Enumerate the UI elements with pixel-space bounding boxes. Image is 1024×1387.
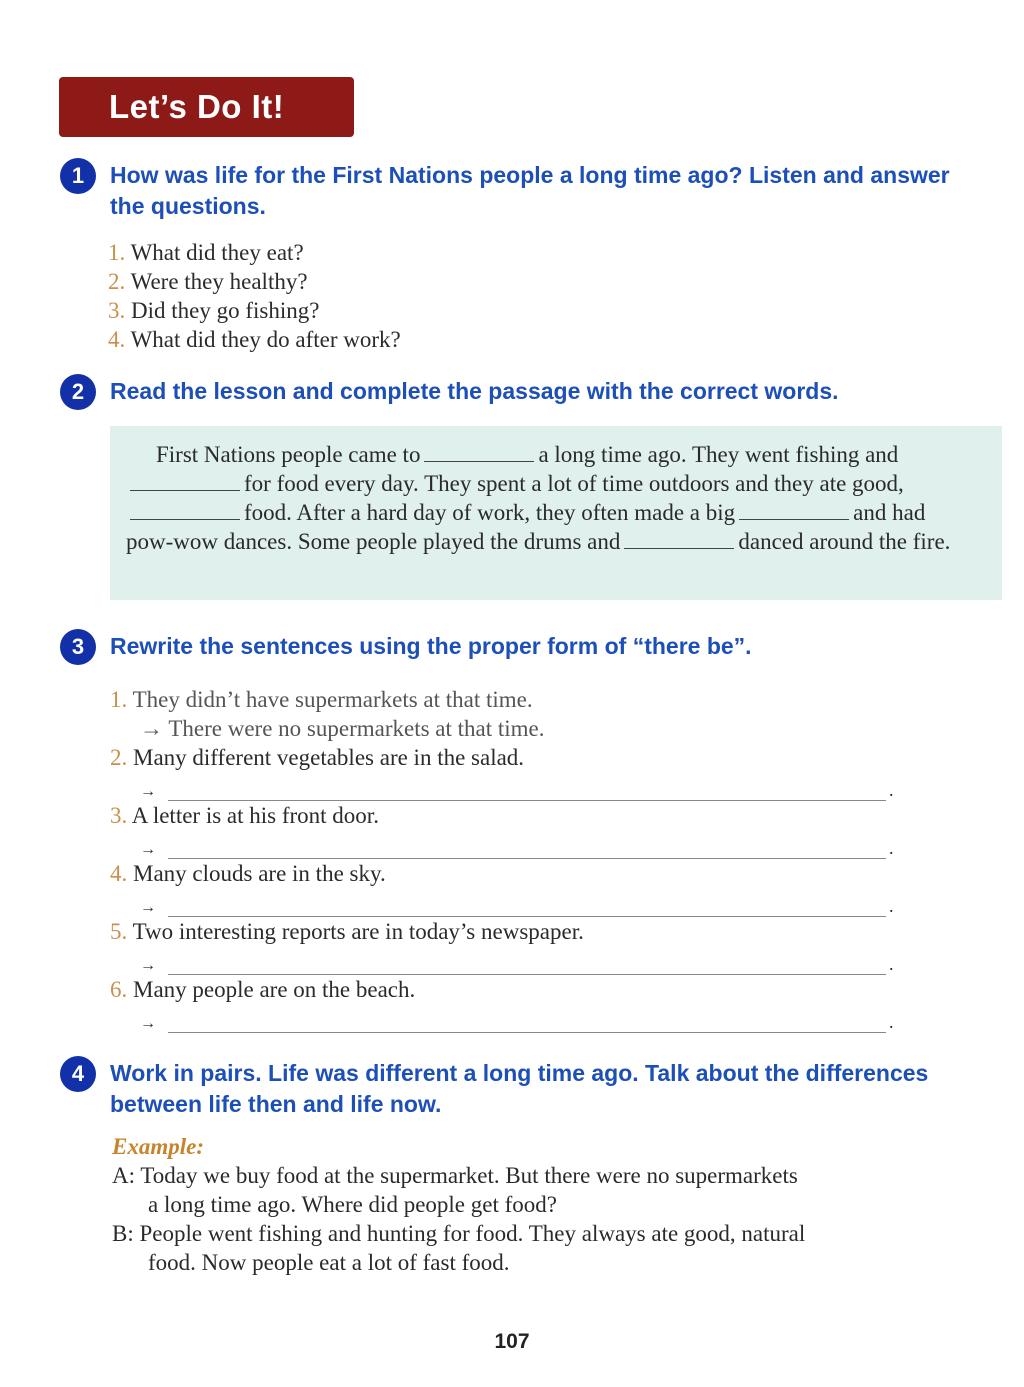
item-number: 3. bbox=[108, 298, 126, 323]
arrow-icon: → bbox=[140, 1015, 156, 1032]
task-3 bbox=[60, 631, 1004, 1033]
dialog-text: food. Now people eat a lot of fast food. bbox=[148, 1250, 510, 1275]
answer-row bbox=[140, 888, 1004, 917]
task-number-badge: 1 bbox=[60, 158, 96, 194]
rewrite-item bbox=[110, 801, 1004, 830]
sentence-text: A letter is at his front door. bbox=[131, 803, 379, 828]
rewrite-list bbox=[110, 685, 1004, 1033]
task-title: Rewrite the sentences using the proper form of “there be”. bbox=[110, 633, 752, 659]
sentence-text: Two interesting reports are in today’s newspaper. bbox=[132, 919, 584, 944]
task-number-badge: 3 bbox=[60, 629, 96, 665]
sentence-text: They didn’t have supermarkets at that time. bbox=[132, 687, 533, 712]
banner-title: Let’s Do It! bbox=[109, 88, 285, 125]
item-number: 5. bbox=[110, 919, 128, 944]
sentence-text: Many different vegetables are in the salad. bbox=[133, 745, 525, 770]
dialog-line-a bbox=[112, 1161, 1004, 1219]
passage-text: food. After a hard day of work, they often made a big bbox=[244, 500, 736, 525]
period: . bbox=[889, 954, 894, 974]
passage-text: a long time ago. They went fishing and bbox=[538, 442, 899, 467]
question-text: What did they do after work? bbox=[130, 327, 401, 352]
question-item bbox=[108, 296, 1004, 325]
answer-row bbox=[140, 1004, 1004, 1033]
task-title: How was life for the First Nations people a long time ago? Listen and answer the questions. bbox=[110, 162, 950, 219]
question-list bbox=[108, 238, 1004, 354]
answer-line[interactable] bbox=[168, 960, 886, 975]
rewrite-item bbox=[110, 975, 1004, 1004]
fill-in-passage bbox=[110, 426, 1002, 600]
rewrite-item bbox=[110, 743, 1004, 772]
arrow-icon: → bbox=[140, 899, 156, 916]
arrow-icon: → bbox=[140, 957, 156, 974]
dialog-text: People went fishing and hunting for food. They always ate good, natural bbox=[139, 1221, 806, 1246]
item-number: 6. bbox=[110, 977, 128, 1002]
answer-line[interactable] bbox=[168, 844, 886, 859]
period: . bbox=[889, 838, 894, 858]
blank-5[interactable] bbox=[624, 532, 734, 549]
item-number: 1. bbox=[110, 687, 128, 712]
arrow-icon: → bbox=[140, 716, 163, 741]
rewrite-item bbox=[110, 685, 1004, 714]
period: . bbox=[889, 780, 894, 800]
example-answer bbox=[140, 714, 1004, 743]
item-number: 1. bbox=[108, 240, 126, 265]
item-number: 4. bbox=[110, 861, 128, 886]
page-number: 107 bbox=[494, 1330, 530, 1353]
blank-3[interactable] bbox=[130, 503, 240, 520]
task-4 bbox=[60, 1058, 1004, 1277]
rewrite-item bbox=[110, 917, 1004, 946]
answer-line[interactable] bbox=[168, 786, 886, 801]
task-2 bbox=[60, 376, 1004, 410]
blank-1[interactable] bbox=[424, 445, 534, 462]
answer-text: There were no supermarkets at that time. bbox=[168, 716, 545, 741]
arrow-icon: → bbox=[140, 783, 156, 800]
blank-4[interactable] bbox=[739, 503, 849, 520]
passage-text: for food every day. They spent a lot of time outdoors and they ate good, bbox=[244, 471, 904, 496]
task-number-badge: 2 bbox=[60, 374, 96, 410]
question-text: Did they go fishing? bbox=[131, 298, 320, 323]
rewrite-item bbox=[110, 859, 1004, 888]
question-item bbox=[108, 238, 1004, 267]
task-1 bbox=[60, 160, 1004, 354]
question-text: What did they eat? bbox=[130, 240, 304, 265]
passage-text: and had pow-wow dances. Some people played the drums and bbox=[126, 500, 926, 554]
task-title: Read the lesson and complete the passage with the correct words. bbox=[110, 378, 839, 404]
task-number-badge: 4 bbox=[60, 1056, 96, 1092]
arrow-icon: → bbox=[140, 841, 156, 858]
item-number: 2. bbox=[110, 745, 128, 770]
answer-row bbox=[140, 830, 1004, 859]
passage-text: danced around the fire. bbox=[738, 529, 951, 554]
sentence-text: Many people are on the beach. bbox=[133, 977, 416, 1002]
task-title: Work in pairs. Life was different a long time ago. Talk about the differences between life then and life now. bbox=[110, 1060, 929, 1117]
question-text: Were they healthy? bbox=[130, 269, 308, 294]
passage-text: First Nations people came to bbox=[156, 442, 421, 467]
dialog-text: Today we buy food at the supermarket. But there were no supermarkets bbox=[140, 1163, 798, 1188]
answer-line[interactable] bbox=[168, 1018, 886, 1033]
sentence-text: Many clouds are in the sky. bbox=[133, 861, 386, 886]
question-item bbox=[108, 325, 1004, 354]
period: . bbox=[889, 1012, 894, 1032]
answer-line[interactable] bbox=[168, 902, 886, 917]
blank-2[interactable] bbox=[130, 474, 240, 491]
answer-row bbox=[140, 772, 1004, 801]
item-number: 4. bbox=[108, 327, 126, 352]
speaker-label: B: bbox=[112, 1221, 134, 1246]
period: . bbox=[889, 896, 894, 916]
item-number: 3. bbox=[110, 803, 128, 828]
question-item bbox=[108, 267, 1004, 296]
dialog-text: a long time ago. Where did people get food? bbox=[148, 1192, 557, 1217]
lets-do-it-banner bbox=[59, 77, 354, 137]
example-label: Example: bbox=[112, 1134, 204, 1159]
answer-row bbox=[140, 946, 1004, 975]
dialog-line-b bbox=[112, 1219, 1004, 1277]
speaker-label: A: bbox=[112, 1163, 135, 1188]
item-number: 2. bbox=[108, 269, 126, 294]
